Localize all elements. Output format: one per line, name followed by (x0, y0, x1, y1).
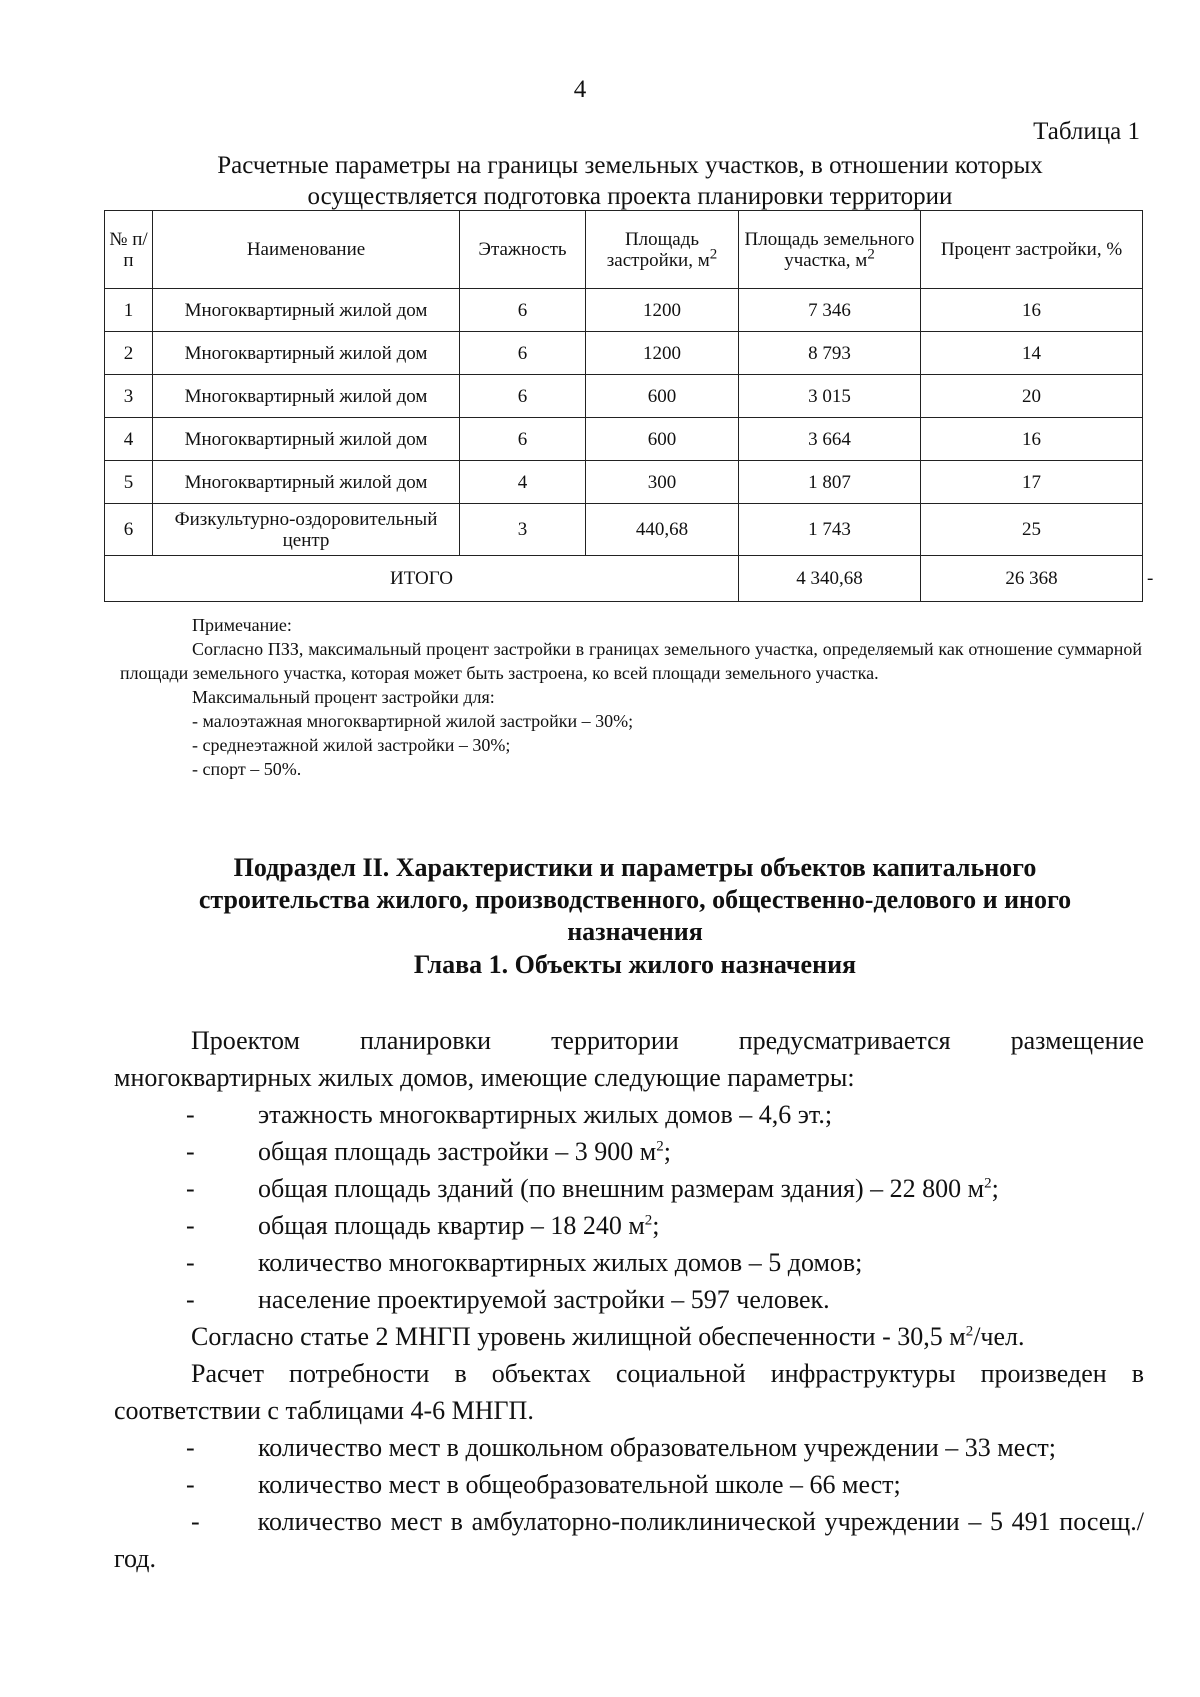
cell-build-area: 440,68 (586, 504, 739, 556)
cell-floors: 4 (460, 461, 586, 504)
cell-build-area: 300 (586, 461, 739, 504)
cell-land-area: 3 015 (739, 375, 921, 418)
cell-build-area: 600 (586, 418, 739, 461)
note-max-title: Максимальный процент застройки для: (192, 687, 495, 707)
cell-num: 6 (105, 504, 153, 556)
table-total-row: ИТОГО 4 340,68 26 368 - (105, 556, 1143, 602)
body-block (114, 1022, 1144, 1577)
header-name: Наименование (153, 211, 460, 289)
note-item: - малоэтажная многоквартирной жилой застройки – 30%; (192, 711, 634, 731)
superscript: 2 (867, 246, 875, 263)
cell-num: 5 (105, 461, 153, 504)
table-caption-line: осуществляется подготовка проекта планировки территории (307, 183, 953, 210)
cell-floors: 6 (460, 418, 586, 461)
param-text-wrap (258, 1207, 1144, 1244)
cell-percent: 20 (921, 375, 1143, 418)
table-caption (100, 150, 1160, 212)
param-item (114, 1207, 1144, 1244)
header-percent: Процент застройки, % (921, 211, 1143, 289)
param-text: общая площадь квартир – 18 240 м (258, 1211, 645, 1240)
superscript: 2 (709, 246, 718, 263)
param-tail: ; (663, 1137, 671, 1166)
cell-name: Многоквартирный жилой дом (153, 289, 460, 332)
cell-build-area: 600 (586, 375, 739, 418)
housing-main: Согласно статье 2 МНГП уровень жилищной обеспеченности - 30,5 м (191, 1322, 966, 1351)
param-text-wrap (258, 1133, 1144, 1170)
note-text: Согласно ПЗЗ, максимальный процент застройки в границах земельного участка, определяемый как отношение суммарной площади земельного участка, которая может быть застроена, ко всей площади земельного участка. (120, 639, 1142, 683)
total-land-area: 26 368 (921, 556, 1143, 602)
param-text: население проектируемой застройки – 597 человек. (258, 1285, 830, 1314)
note-item: - среднеэтажной жилой застройки – 30%; (192, 735, 511, 755)
cell-num: 1 (105, 289, 153, 332)
superscript: 2 (984, 1175, 992, 1192)
cell-percent: 14 (921, 332, 1143, 375)
cell-land-area: 1 807 (739, 461, 921, 504)
cell-floors: 6 (460, 289, 586, 332)
page-number: 4 (573, 76, 587, 103)
subsection-line: назначения (567, 917, 703, 946)
param-item (114, 1244, 1144, 1281)
social-text: количество мест в дошкольном образовательном учреждении – 33 мест; (258, 1433, 1057, 1462)
cell-land-area: 7 346 (739, 289, 921, 332)
param-text: общая площадь застройки – 3 900 м (258, 1137, 657, 1166)
cell-land-area: 1 743 (739, 504, 921, 556)
subsection-line: Подраздел II. Характеристики и параметры объектов капитального (233, 853, 1037, 882)
social-text: количество мест в амбулаторно-поликлинической учреждении – 5 491 посещ./год. (114, 1507, 1144, 1573)
table-label: Таблица 1 (1033, 118, 1140, 145)
cell-num: 4 (105, 418, 153, 461)
dash-marker: - (186, 1285, 195, 1314)
cell-name: Многоквартирный жилой дом (153, 332, 460, 375)
calc-text: Расчет потребности в объектах социальной инфраструктуры произведен в соответствии с таблицами 4-6 МНГП. (114, 1359, 1144, 1425)
social-item (114, 1466, 1144, 1503)
cell-floors: 6 (460, 332, 586, 375)
note-block (120, 613, 1142, 781)
table-row (105, 289, 1143, 332)
table-caption-line: Расчетные параметры на границы земельных участков, в отношении которых (217, 152, 1043, 179)
dash-marker: - (186, 1248, 195, 1277)
dash-marker: - (186, 1433, 195, 1462)
chapter-heading: Глава 1. Объекты жилого назначения (413, 950, 857, 979)
cell-land-area: 8 793 (739, 332, 921, 375)
total-build-area: 4 340,68 (739, 556, 921, 602)
table-row (105, 461, 1143, 504)
dash-marker: - (186, 1211, 195, 1240)
subsection-heading (110, 852, 1160, 948)
cell-name: Многоквартирный жилой дом (153, 375, 460, 418)
dash-marker: - (186, 1174, 195, 1203)
intro-line: многоквартирных жилых домов, имеющие следующие параметры: (114, 1063, 855, 1092)
header-build-area-text: Площадь застройки, м (606, 228, 710, 271)
header-build-area (586, 211, 739, 289)
param-item (114, 1281, 1144, 1318)
table-row (105, 504, 1143, 556)
param-text: общая площадь зданий (по внешним размерам здания) – 22 800 м (258, 1174, 985, 1203)
social-item-wrapped (114, 1503, 1144, 1577)
superscript: 2 (965, 1323, 974, 1340)
dash-marker: - (191, 1507, 200, 1536)
table-row (105, 375, 1143, 418)
param-tail: ; (991, 1174, 999, 1203)
cell-percent: 17 (921, 461, 1143, 504)
dash-marker: - (186, 1137, 195, 1166)
superscript: 2 (644, 1212, 653, 1229)
header-land-area (739, 211, 921, 289)
total-label: ИТОГО (105, 556, 739, 602)
social-text: количество мест в общеобразовательной школе – 66 мест; (258, 1470, 901, 1499)
housing-text (114, 1318, 1144, 1355)
header-land-area-text: Площадь земельного участка, м (744, 228, 915, 271)
dash-marker: - (186, 1100, 195, 1129)
param-tail: ; (652, 1211, 660, 1240)
table-row (105, 332, 1143, 375)
param-item (114, 1096, 1144, 1133)
cell-percent: 16 (921, 289, 1143, 332)
cell-floors: 3 (460, 504, 586, 556)
cell-build-area: 1200 (586, 289, 739, 332)
cell-floors: 6 (460, 375, 586, 418)
cell-num: 3 (105, 375, 153, 418)
parameters-table (104, 210, 1154, 602)
param-item (114, 1133, 1144, 1170)
cell-percent: 16 (921, 418, 1143, 461)
param-item (114, 1170, 1144, 1207)
header-num: № п/п (105, 211, 153, 289)
table-header-row (105, 211, 1143, 289)
cell-name: Многоквартирный жилой дом (153, 418, 460, 461)
param-text-wrap (258, 1170, 1144, 1207)
header-floors: Этажность (460, 211, 586, 289)
note-title: Примечание: (192, 615, 292, 635)
param-text: этажность многоквартирных жилых домов – 4,6 эт.; (258, 1100, 833, 1129)
intro-line: Проектом планировки территории предусматривается размещение (191, 1026, 1144, 1055)
subsection-line: строительства жилого, производственного, общественно-делового и иного (198, 885, 1072, 914)
table-row (105, 418, 1143, 461)
cell-land-area: 3 664 (739, 418, 921, 461)
note-item: - спорт – 50%. (192, 759, 302, 779)
cell-percent: 25 (921, 504, 1143, 556)
social-item (114, 1429, 1144, 1466)
cell-num: 2 (105, 332, 153, 375)
dash-marker: - (186, 1470, 195, 1499)
housing-tail: /чел. (973, 1322, 1025, 1351)
cell-build-area: 1200 (586, 332, 739, 375)
cell-name: Многоквартирный жилой дом (153, 461, 460, 504)
superscript: 2 (656, 1138, 664, 1155)
param-text: количество многоквартирных жилых домов – 5 домов; (258, 1248, 863, 1277)
cell-name: Физкультурно-оздоровительный центр (153, 504, 460, 556)
